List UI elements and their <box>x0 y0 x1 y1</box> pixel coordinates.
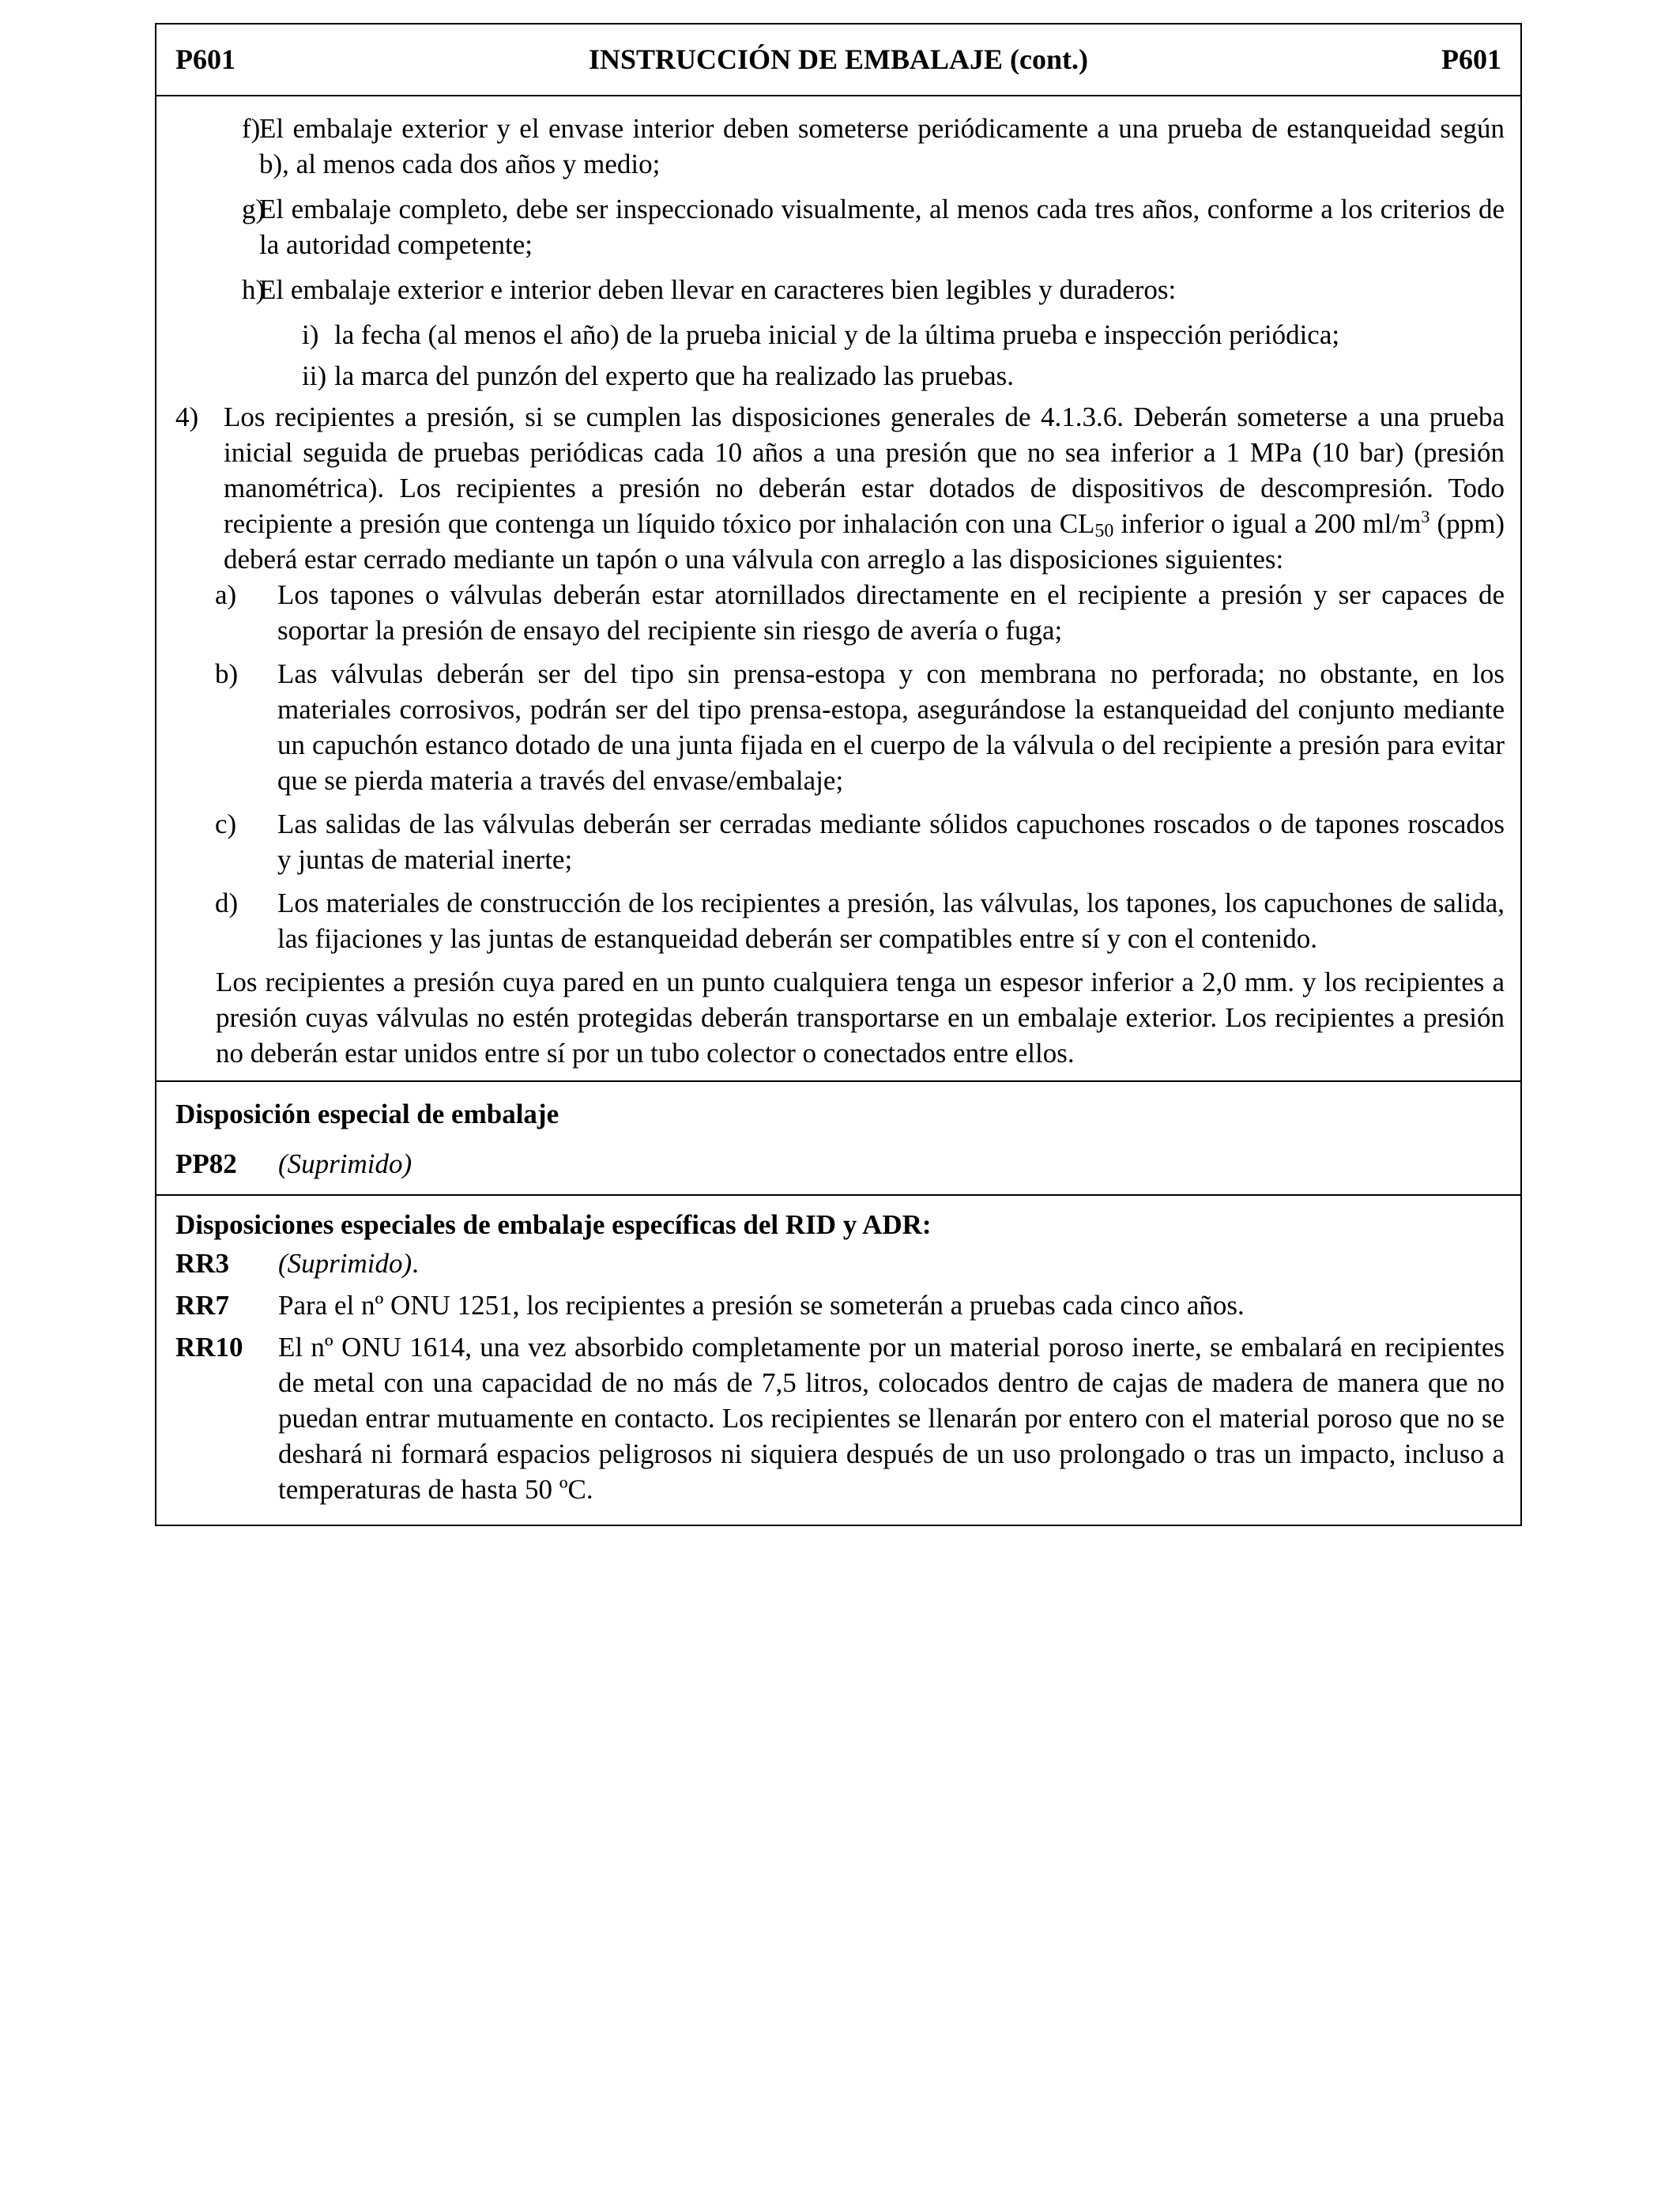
item-text: la fecha (al menos el año) de la prueba inicial y de la última prueba e inspección periódica; <box>334 319 1340 350</box>
item-label: f) <box>242 113 261 144</box>
list-item <box>175 1246 1505 1281</box>
item-text: Las salidas de las válvulas deberán ser cerradas mediante sólidos capuchones roscados o de tapones roscados y juntas de material inerte; <box>277 809 1505 875</box>
list-item <box>175 1329 1505 1507</box>
item-text: El embalaje completo, debe ser inspeccionado visualmente, al menos cada tres años, conforme a los criterios de la autoridad competente; <box>259 194 1505 260</box>
list-item <box>175 885 1505 956</box>
list-item <box>175 317 1505 352</box>
item-label: d) <box>215 888 239 918</box>
section-title: Disposición especial de embalaje <box>175 1099 559 1129</box>
list-item <box>175 111 1505 182</box>
packing-instruction-table <box>155 23 1522 1526</box>
item-label: ii) <box>302 360 327 391</box>
item-text: Los recipientes a presión, si se cumplen las disposiciones generales de 4.1.3.6. Deberán someterse a una prueba inicial seguida de pruebas periódicas cada 10 años a una presión que no sea inferior a 1 MPa (10 bar) (presión manométrica). Los recipientes a presión no deberán estar dotados de dispositivos de descompresión. Todo recipiente a presión que contenga un líquido tóxico por inhalación con una $CL_{50}$ inferior o igual a 200 $ml/m^3$ (ppm) deberá estar cerrado mediante un tapón o una válvula con arreglo a las disposiciones siguientes: <box>224 401 1505 575</box>
item-text: la marca del punzón del experto que ha realizado las pruebas. <box>334 360 1015 391</box>
item-label: a) <box>215 579 237 610</box>
subitems-roman <box>175 317 1505 394</box>
list-item <box>175 1146 1505 1182</box>
provision-code: RR10 <box>175 1332 243 1363</box>
item-label: i) <box>302 319 319 350</box>
list-item <box>175 656 1505 798</box>
item-text: Los tapones o válvulas deberán estar atornillados directamente en el recipiente a presión y ser capaces de soportar la presión de ensayo del recipiente sin riesgo de avería o fuga; <box>277 579 1505 646</box>
item-label: 4) <box>175 401 199 432</box>
subitems-abcd <box>175 577 1505 956</box>
table-header <box>156 25 1520 96</box>
section-title: Disposiciones especiales de embalaje específicas del RID y ADR: <box>175 1209 932 1240</box>
provision-code: PP82 <box>175 1148 237 1179</box>
item-4 <box>175 399 1505 577</box>
item-text: Las válvulas deberán ser del tipo sin prensa-estopa y con membrana no perforada; no obstante, en los materiales corrosivos, podrán ser del tipo prensa-estopa, asegurándose la estanqueidad del conjunto mediante un capuchón estanco dotado de una junta fijada en el cuerpo de la válvula o del recipiente a presión para evitar que se pierda materia a través del envase/embalaje; <box>277 658 1505 796</box>
list-item <box>175 1287 1505 1323</box>
item-label: h) <box>242 274 266 305</box>
item-text: Los materiales de construcción de los recipientes a presión, las válvulas, los tapones, los capuchones de salida, las fijaciones y las juntas de estanqueidad deberán ser compatibles entre sí y con el contenido. <box>277 888 1505 954</box>
provision-code: RR7 <box>175 1290 230 1321</box>
provision-text: Para el nº ONU 1251, los recipientes a presión se someterán a pruebas cada cinco años. <box>278 1290 1245 1321</box>
provision-code: RR3 <box>175 1248 230 1279</box>
subitems-fgh <box>175 111 1505 307</box>
item-text: El embalaje exterior e interior deben llevar en caracteres bien legibles y duraderos: <box>259 274 1177 305</box>
provision-text: (Suprimido) <box>278 1148 412 1179</box>
special-provision-section <box>156 1082 1520 1196</box>
list-item <box>175 358 1505 394</box>
item-text: El embalaje exterior y el envase interior deben someterse periódicamente a una prueba de estanqueidad según b), al menos cada dos años y medio; <box>259 113 1505 179</box>
item-label: g) <box>242 194 266 224</box>
list-item <box>175 577 1505 648</box>
closing-paragraph: Los recipientes a presión cuya pared en un punto cualquiera tenga un espesor inferior a 2,0 mm. y los recipientes a presión cuyas válvulas no estén protegidas deberán transportarse en un embalaje exterior. Los recipientes a presión no deberán estar unidos entre sí por un tubo colector o conectados entre ellos. <box>216 967 1505 1069</box>
header-title: INSTRUCCIÓN DE EMBALAJE (cont.) <box>588 43 1089 75</box>
provision-text: El nº ONU 1614, una vez absorbido completamente por un material poroso inerte, se embalará en recipientes de metal con una capacidad de no más de 7,5 litros, colocados dentro de cajas de madera de manera que no puedan entrar mutuamente en contacto. Los recipientes se llenarán por entero con el material poroso que no se deshará ni formará espacios peligrosos ni siquiera después de un uso prolongado o tras un impacto, incluso a temperaturas de hasta 50 ºC. <box>278 1332 1505 1505</box>
list-item <box>175 191 1505 262</box>
item-label: b) <box>215 658 239 689</box>
list-item <box>175 272 1505 307</box>
item-label: c) <box>215 809 237 839</box>
rid-adr-section <box>156 1196 1520 1525</box>
provisions-section <box>156 96 1520 1082</box>
list-item <box>175 806 1505 877</box>
provision-text: (Suprimido). <box>278 1248 419 1279</box>
header-left-code: P601 <box>175 43 235 75</box>
header-right-code: P601 <box>1441 43 1501 75</box>
